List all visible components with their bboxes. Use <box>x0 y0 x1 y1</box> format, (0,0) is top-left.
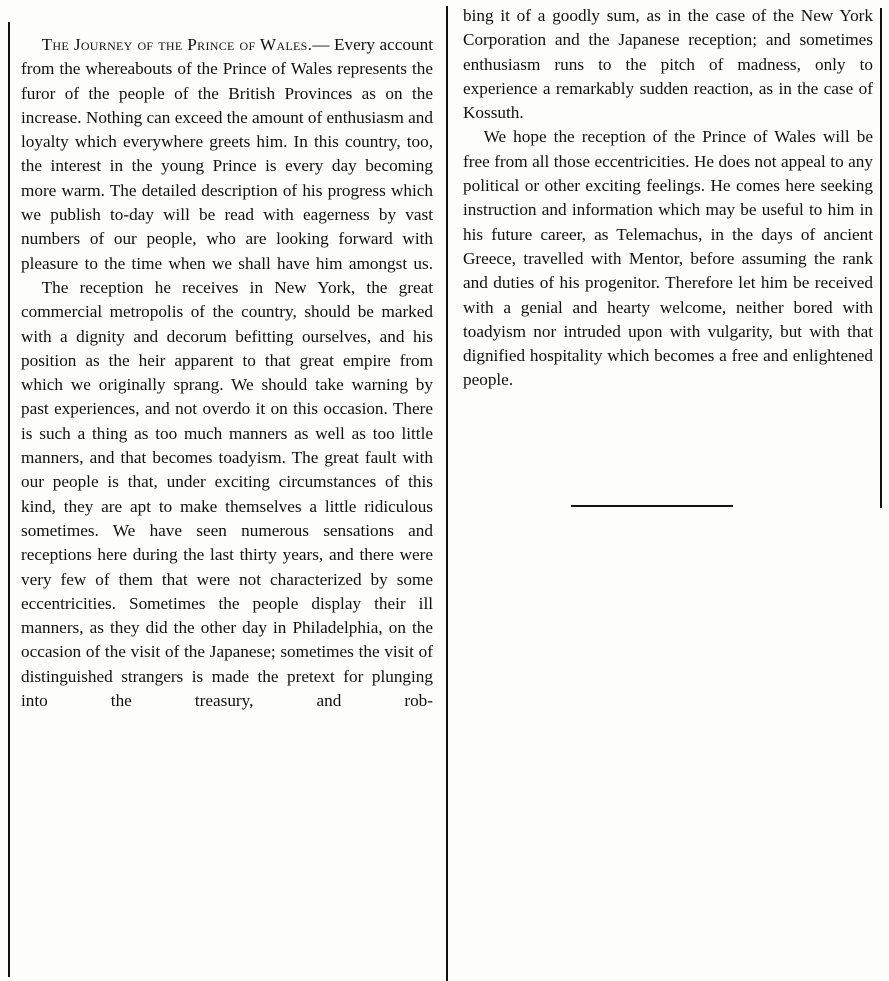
paragraph-2-continued: bing it of a goodly sum, as in the case of the New York Corporation and the Japanese reception; and sometimes enthusiasm runs to the pitch of madness, only to experience a remarkably sudden reaction, as in the case of Kossuth. <box>463 6 873 123</box>
headline: The Journey of the Prince of Wales. <box>41 35 313 54</box>
left-column <box>21 33 433 713</box>
right-column <box>463 4 873 393</box>
column-divider-rule <box>446 6 448 981</box>
paragraph-3: We hope the reception of the Prince of Wales will be free from all those eccentricities. He does not appeal to any political or other exciting feelings. He comes here seeking instruction and information which may be useful to him in his future career, as Telemachus, in the days of ancient Greece, travelled with Mentor, before assuming the rank and duties of his progenitor. Therefore let him be received with a genial and hearty welcome, neither bored with toadyism nor intruded upon with vulgarity, but with that dignified hospitality which becomes a free and enlightened people. <box>463 127 873 390</box>
article-end-rule <box>571 505 733 507</box>
paragraph-2: The reception he receives in New York, the great commercial metropolis of the country, should be marked with a dignity and decorum befitting ourselves, and his position as the heir apparent to that great empire from which we originally sprang. We should take warning by past experiences, and not overdo it on this occasion. There is such a thing as too much manners as well as too little manners, and that becomes toadyism. The great fault with our people is that, under exciting circumstances of this kind, they are apt to make themselves a little ridiculous sometimes. We have seen numerous sensations and receptions here during the last thirty years, and there were very few of them that were not characterized by some eccentricities. Sometimes the people display their ill manners, as they did the other day in Philadelphia, on the occasion of the visit of the Japanese; sometimes the visit of distinguished strangers is made the pretext for plunging into the treasury, and rob- <box>21 277 433 711</box>
right-column-rule <box>880 8 882 508</box>
paragraph-1 <box>21 33 433 276</box>
paragraph-1-text: — Every account from the whereabouts of the Prince of Wales represents the furor of the people of the British Provinces as on the increase. Nothing can exceed the amount of enthusiasm and loyalty which everywhere greets him. In this country, too, the interest in the young Prince is every day becoming more warm. The detailed description of his progress which we publish to-day will be read with eagerness by vast numbers of our people, who are looking forward with pleasure to the time when we shall have him amongst us. <box>21 35 433 273</box>
left-column-rule <box>8 22 10 977</box>
